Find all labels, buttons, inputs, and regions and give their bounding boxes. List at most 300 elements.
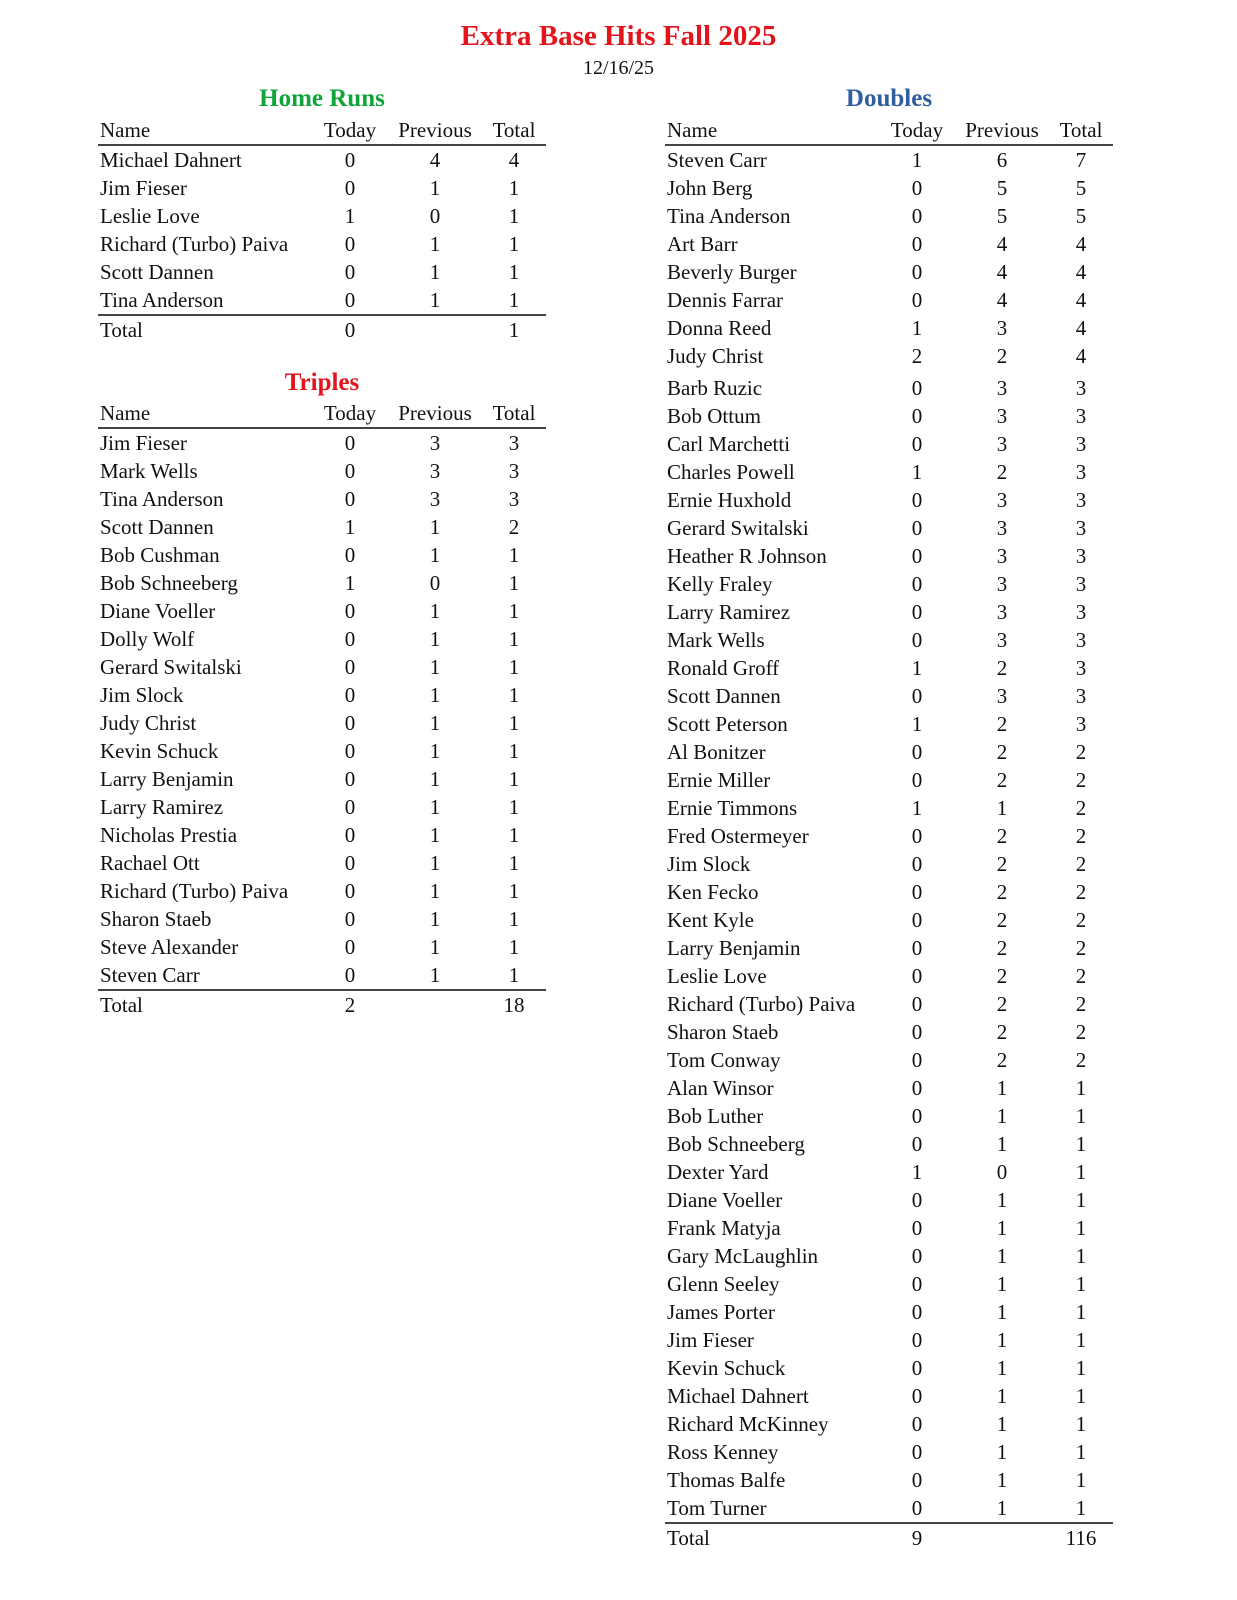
table-row [98,849,546,877]
table-row-name: Jim Fieser [100,176,187,200]
table-row [665,202,1113,230]
table-row-today: 0 [344,851,356,875]
table-row-previous: 2 [996,1020,1008,1044]
table-row-name: Leslie Love [667,964,767,988]
table-row-today: 0 [344,767,356,791]
table-row-name: Ronald Groff [667,656,780,680]
table-row-name: Ernie Timmons [667,796,798,820]
table-row-name: Steve Alexander [100,935,239,959]
table-row [665,542,1113,570]
table-row-today: 0 [911,488,923,512]
table-row-today: 0 [911,628,923,652]
table-row-previous: 3 [996,488,1008,512]
table-row [665,1130,1113,1158]
table-row-name: Sharon Staeb [667,1020,779,1044]
table-row-today: 0 [911,516,923,540]
table-row-today: 0 [344,963,356,987]
table-row-previous: 1 [429,795,441,819]
table-row-previous: 1 [429,260,441,284]
table-row-today: 0 [911,1048,923,1072]
table-row-name: Judy Christ [100,711,197,735]
table-row-today: 0 [911,1300,923,1324]
table-row-today: 0 [911,1440,923,1464]
table-row-total: 3 [1075,516,1087,540]
table-row-today: 0 [344,232,356,256]
table-row-name: Larry Benjamin [667,936,801,960]
table-row-previous: 3 [996,544,1008,568]
table-row-previous: 1 [429,823,441,847]
table-row-total: 3 [508,459,520,483]
table-row [98,485,546,513]
table-row-name: Gerard Switalski [100,655,242,679]
table-row-name: Bob Schneeberg [667,1132,805,1156]
table-row-previous: 1 [996,1384,1008,1408]
header-row-previous: Previous [398,401,472,425]
table-row-total: 1 [508,627,520,651]
header-row-today: Today [890,118,944,142]
total-row-name: Total [100,993,143,1017]
table-row-previous: 2 [996,460,1008,484]
table-row [665,1354,1113,1382]
table-row [98,653,546,681]
table-row [665,1242,1113,1270]
table-row-name: Kevin Schuck [667,1356,786,1380]
table-row-name: Art Barr [667,232,738,256]
table-row-total: 1 [1075,1104,1087,1128]
table-row-previous: 3 [429,487,441,511]
table-row-today: 0 [911,992,923,1016]
table-row [98,709,546,737]
table-row-today: 0 [911,1384,923,1408]
table-row-name: Nicholas Prestia [100,823,238,847]
table-row-today: 0 [911,768,923,792]
table-row-previous: 1 [429,879,441,903]
table-row [665,626,1113,654]
table-row-previous: 0 [429,571,441,595]
table-row [98,793,546,821]
table-row [665,1158,1113,1186]
table-row-today: 0 [344,543,356,567]
table-row-previous: 2 [996,712,1008,736]
table-row-previous: 4 [996,232,1008,256]
table-row [665,314,1113,342]
table-row-today: 0 [344,907,356,931]
table-row [98,457,546,485]
report-date: 12/16/25 [582,57,655,79]
table-row [665,402,1113,430]
table-row-today: 0 [911,176,923,200]
table-row-today: 0 [911,404,923,428]
table-row-previous: 1 [429,935,441,959]
table-row [98,513,546,541]
table-row [665,1270,1113,1298]
table-row-today: 0 [911,260,923,284]
table-row-total: 1 [508,176,520,200]
table-row-name: Barb Ruzic [667,376,763,400]
table-row [98,933,546,961]
table-row-today: 0 [911,1244,923,1268]
table-row-total: 3 [1075,544,1087,568]
table-row-total: 1 [508,683,520,707]
table-row-previous: 0 [429,204,441,228]
table-row-total: 1 [1075,1440,1087,1464]
total-row [98,316,546,344]
table-row [665,570,1113,598]
table-row-name: Frank Matyja [667,1216,781,1240]
table-row-previous: 1 [429,711,441,735]
table-row-previous: 1 [429,767,441,791]
total-row-today: 0 [344,318,356,342]
triples-table [98,399,546,1019]
total-row-total: 1 [508,318,520,342]
header-row-today: Today [323,118,377,142]
table-row-previous: 3 [996,376,1008,400]
table-row-name: Richard McKinney [667,1412,829,1436]
header-row [98,116,546,146]
table-row-name: Larry Ramirez [100,795,224,819]
table-row-name: Ernie Miller [667,768,771,792]
table-row-total: 4 [1075,232,1087,256]
table-row-name: Tina Anderson [100,487,224,511]
table-row [665,850,1113,878]
header-row-previous: Previous [398,118,472,142]
table-row-name: Diane Voeller [100,599,216,623]
table-row [665,934,1113,962]
page-title: Extra Base Hits Fall 2025 [460,20,777,52]
table-row-previous: 1 [996,1328,1008,1352]
table-row-total: 2 [1075,1020,1087,1044]
table-row-total: 1 [1075,1160,1087,1184]
table-row-name: Ross Kenney [667,1440,779,1464]
table-row-total: 2 [1075,852,1087,876]
table-row-today: 1 [911,148,923,172]
table-row-today: 1 [344,515,356,539]
total-row [665,1524,1113,1552]
table-row-previous: 2 [996,992,1008,1016]
table-row [98,429,546,457]
table-row-total: 2 [1075,824,1087,848]
table-row-today: 0 [344,148,356,172]
total-row-name: Total [667,1526,710,1550]
table-row [665,1410,1113,1438]
table-row-today: 2 [911,344,923,368]
table-row [665,878,1113,906]
table-row-name: John Berg [667,176,753,200]
table-row [98,961,546,991]
table-row-name: Steven Carr [100,963,200,987]
table-row-total: 4 [1075,260,1087,284]
table-row-today: 0 [911,376,923,400]
table-row-previous: 3 [996,516,1008,540]
header-row [98,399,546,429]
table-row [665,794,1113,822]
table-row [665,514,1113,542]
table-row [665,766,1113,794]
table-row-today: 0 [911,1328,923,1352]
table-row-total: 1 [1075,1216,1087,1240]
table-row-name: Al Bonitzer [667,740,766,764]
table-row-total: 1 [508,935,520,959]
table-row-total: 4 [1075,288,1087,312]
table-row-total: 2 [1075,1048,1087,1072]
table-row-previous: 1 [996,1216,1008,1240]
table-row-name: Scott Dannen [100,260,214,284]
table-row-total: 1 [508,739,520,763]
table-row-total: 1 [508,795,520,819]
table-row [665,598,1113,626]
table-row-previous: 1 [429,655,441,679]
table-row-name: Bob Cushman [100,543,220,567]
table-row [665,258,1113,286]
table-row-total: 1 [508,851,520,875]
table-row-name: Bob Luther [667,1104,764,1128]
table-row-total: 2 [1075,936,1087,960]
table-row [665,374,1113,402]
table-row-previous: 1 [996,1496,1008,1520]
table-row-previous: 2 [996,880,1008,904]
table-row-name: Tom Conway [667,1048,781,1072]
table-row-previous: 0 [996,1160,1008,1184]
table-row-previous: 1 [996,1300,1008,1324]
table-row-name: Judy Christ [667,344,764,368]
table-row [665,1382,1113,1410]
table-row-today: 0 [911,852,923,876]
table-row-name: Diane Voeller [667,1188,783,1212]
table-row-name: Dexter Yard [667,1160,769,1184]
table-row-name: Fred Ostermeyer [667,824,809,848]
table-row-today: 0 [911,684,923,708]
table-row-previous: 2 [996,852,1008,876]
table-row-total: 4 [1075,344,1087,368]
table-row [665,1298,1113,1326]
table-row-name: Bob Ottum [667,404,761,428]
table-row [98,625,546,653]
table-row [665,1214,1113,1242]
table-row-name: Mark Wells [100,459,198,483]
table-row-today: 0 [911,1216,923,1240]
table-row-previous: 5 [996,204,1008,228]
table-row [665,822,1113,850]
table-row [98,541,546,569]
table-row [98,765,546,793]
table-row [665,486,1113,514]
table-row-today: 1 [344,204,356,228]
table-row-previous: 3 [996,432,1008,456]
table-row-name: Donna Reed [667,316,772,340]
table-row-today: 0 [344,176,356,200]
table-row-total: 1 [1075,1244,1087,1268]
table-row-name: Mark Wells [667,628,765,652]
table-row-name: Rachael Ott [100,851,200,875]
table-row [98,737,546,765]
table-row-name: Ken Fecko [667,880,759,904]
table-row-previous: 3 [996,628,1008,652]
table-row-today: 0 [911,544,923,568]
total-row-today: 9 [911,1526,923,1550]
table-row-today: 0 [911,432,923,456]
table-row-previous: 2 [996,344,1008,368]
table-row [665,738,1113,766]
table-row-total: 2 [1075,908,1087,932]
table-row-previous: 1 [996,1188,1008,1212]
header-row-name: Name [100,118,151,142]
table-row [98,821,546,849]
table-row [98,905,546,933]
table-row [665,286,1113,314]
table-row-previous: 1 [429,232,441,256]
table-row-total: 3 [1075,572,1087,596]
table-row-today: 1 [911,656,923,680]
total-row-total: 18 [503,993,525,1017]
table-row-total: 1 [508,599,520,623]
table-row [98,286,546,316]
table-row-total: 1 [1075,1412,1087,1436]
table-row-total: 1 [508,711,520,735]
table-row-previous: 2 [996,824,1008,848]
table-row-name: Gary McLaughlin [667,1244,819,1268]
table-row-name: Steven Carr [667,148,767,172]
doubles-table [665,116,1113,1552]
table-row-previous: 4 [429,148,441,172]
table-row-total: 1 [1075,1272,1087,1296]
table-row-name: Tina Anderson [100,288,224,312]
table-row [665,1102,1113,1130]
table-row [98,681,546,709]
table-row-total: 3 [1075,712,1087,736]
table-row-today: 0 [344,288,356,312]
header-row [665,116,1113,146]
table-row-today: 0 [911,880,923,904]
table-row-name: Alan Winsor [667,1076,774,1100]
table-row [665,990,1113,1018]
table-row-previous: 2 [996,964,1008,988]
table-row-previous: 5 [996,176,1008,200]
table-row-today: 0 [344,487,356,511]
table-row-today: 0 [344,627,356,651]
table-row-total: 1 [508,907,520,931]
table-row-total: 1 [508,232,520,256]
table-row-total: 1 [508,879,520,903]
home-runs-title: Home Runs [259,85,385,112]
table-row-name: Carl Marchetti [667,432,791,456]
table-row-total: 1 [1075,1188,1087,1212]
table-row-previous: 4 [996,288,1008,312]
table-row-total: 3 [1075,404,1087,428]
table-row-previous: 3 [429,431,441,455]
table-row [665,1018,1113,1046]
table-row-total: 1 [508,260,520,284]
table-row-previous: 2 [996,740,1008,764]
table-row-name: Jim Fieser [100,431,187,455]
table-row-previous: 3 [996,572,1008,596]
table-row-today: 0 [911,1496,923,1520]
table-row-previous: 3 [996,600,1008,624]
table-row-total: 1 [1075,1132,1087,1156]
table-row-previous: 1 [429,176,441,200]
table-row-total: 3 [1075,684,1087,708]
table-row-previous: 2 [996,768,1008,792]
table-row-total: 4 [1075,316,1087,340]
table-row-name: Kevin Schuck [100,739,219,763]
table-row-today: 0 [911,1020,923,1044]
table-row-total: 2 [1075,768,1087,792]
table-row [665,710,1113,738]
table-row-today: 1 [911,712,923,736]
table-row-name: Richard (Turbo) Paiva [100,879,289,903]
table-row-total: 2 [1075,740,1087,764]
table-row [665,962,1113,990]
table-row-previous: 1 [429,288,441,312]
table-row-total: 2 [508,515,520,539]
table-row-total: 5 [1075,176,1087,200]
table-row-name: Scott Dannen [100,515,214,539]
table-row [665,174,1113,202]
table-row-today: 0 [344,879,356,903]
table-row-name: Richard (Turbo) Paiva [100,232,289,256]
table-row-name: Tom Turner [667,1496,767,1520]
table-row-today: 0 [344,795,356,819]
total-row-today: 2 [344,993,356,1017]
table-row-today: 1 [344,571,356,595]
table-row-total: 2 [1075,992,1087,1016]
table-row-name: Glenn Seeley [667,1272,780,1296]
table-row-total: 3 [1075,460,1087,484]
table-row-today: 0 [911,1412,923,1436]
table-row-name: Gerard Switalski [667,516,809,540]
table-row-total: 2 [1075,964,1087,988]
table-row-name: Larry Benjamin [100,767,234,791]
table-row-today: 0 [911,1104,923,1128]
table-row-today: 0 [911,1356,923,1380]
table-row-today: 0 [911,204,923,228]
table-row [665,1046,1113,1074]
table-row-name: Michael Dahnert [100,148,242,172]
table-row-previous: 1 [429,627,441,651]
table-row-name: Jim Fieser [667,1328,754,1352]
table-row-name: Scott Peterson [667,712,788,736]
table-row-today: 1 [911,1160,923,1184]
table-row-total: 3 [1075,628,1087,652]
table-row-previous: 1 [429,907,441,931]
table-row-today: 0 [344,711,356,735]
table-row-today: 0 [344,823,356,847]
table-row-total: 1 [1075,1356,1087,1380]
table-row-previous: 3 [996,684,1008,708]
table-row-today: 0 [911,824,923,848]
table-row-total: 1 [1075,1076,1087,1100]
table-row-total: 3 [508,487,520,511]
table-row-today: 0 [911,1132,923,1156]
table-row-today: 1 [911,796,923,820]
table-row-today: 0 [344,683,356,707]
table-row-name: Thomas Balfe [667,1468,786,1492]
table-row-total: 1 [508,655,520,679]
table-row-total: 3 [508,431,520,455]
table-row-total: 1 [508,571,520,595]
table-row-total: 4 [508,148,520,172]
table-row-total: 7 [1075,148,1087,172]
total-row-total: 116 [1065,1526,1097,1550]
table-row-name: Charles Powell [667,460,795,484]
table-row [98,202,546,230]
table-row-today: 0 [344,739,356,763]
table-row-today: 0 [911,1468,923,1492]
table-row-previous: 1 [996,1356,1008,1380]
table-row [665,682,1113,710]
table-row-previous: 1 [996,1468,1008,1492]
table-row-total: 1 [508,288,520,312]
table-row [665,430,1113,458]
